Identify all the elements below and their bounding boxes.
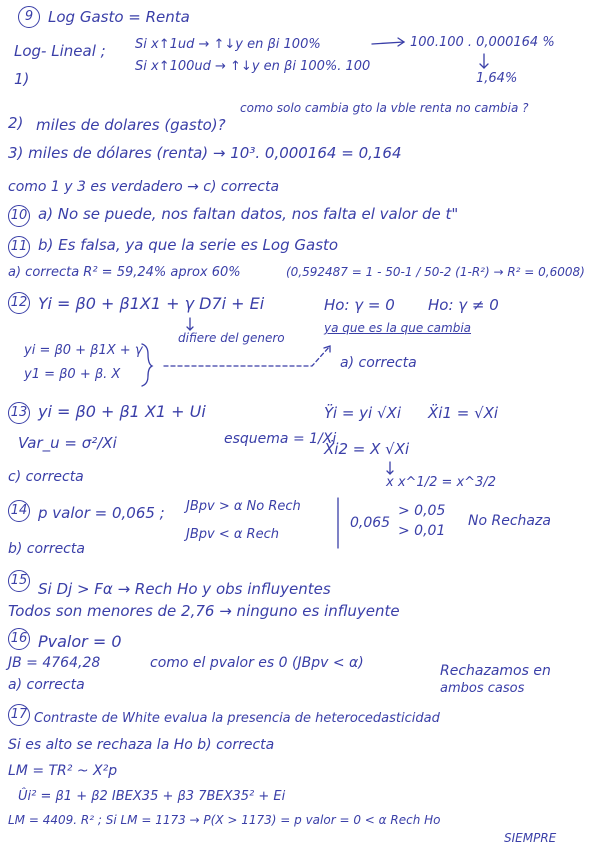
question-number-10: 10 [8,205,30,227]
question-number-12: 12 [8,292,30,314]
q10-text: a) No se puede, nos faltan datos, nos falta el valor de t" [38,205,459,223]
q14-compare-left: 0,065 [350,515,391,531]
q12-brace [142,344,152,386]
q14-result: No Rechaza [468,513,551,529]
q16-pvalor: Pvalor = 0 [38,632,122,651]
q12-note: ya que es la que cambia [324,321,472,335]
question-number-16: 16 [8,628,30,650]
q9-item2-num: 2) [8,114,24,132]
q17-lm: LM = TR² ~ X²p [8,763,118,779]
q17-line2: Si es alto se rechaza la Ho b) correcta [8,737,275,753]
q16-reject-2: ambos casos [440,681,525,696]
q17-line1: Contraste de White evalua la presencia de heterocedasticidad [34,711,440,726]
q9-sub-1: 1) [14,70,30,88]
q13-equation: yi = β0 + β1 X1 + Ui [38,402,206,421]
q12-answer: a) correcta [340,355,417,371]
q14-pvalor: p valor = 0,065 ; [38,504,165,522]
q12-h0: Ho: γ = 0 [324,296,395,314]
q13-transform-1: Ÿi = yi √Xi [324,404,401,422]
q9-line1: Si x↑1ud → ↑↓y en βi 100% [135,37,321,52]
q13-transform-3: Ẍi2 = X √Xi [324,440,410,458]
q9-conclusion: como 1 y 3 es verdadero → c) correcta [8,179,280,195]
q15-line1: Si Dj > Fα → Rech Ho y obs influyentes [38,580,331,598]
q9-line2-result: 1,64% [476,71,518,86]
q11-line2-calc: (0,592487 = 1 - 50-1 / 50-2 (1-R²) → R² = 0,6008) [286,265,585,279]
q15-line2: Todos son menores de 2,76 → ninguno es influyente [8,602,400,620]
q17-aux-regression: Ûi² = β1 + β2 IBEX35 + β3 7BEX35² + Ei [18,789,286,804]
q12-system-1: yi = β0 + β1X + γ [24,343,143,358]
q16-note: como el pvalor es 0 (JBpv < α) [150,655,364,671]
q16-jb: JB = 4764,28 [8,655,101,671]
q12-system-2: y1 = β0 + β. X [24,367,121,382]
q12-h1: Ho: γ ≠ 0 [428,296,499,314]
question-number-15: 15 [8,570,30,592]
q14-rule-2: JBpv < α Rech [186,527,279,542]
q11-line1: b) Es falsa, ya que la serie es Log Gasto [38,236,339,254]
q13-transform-2: Ẍi1 = √Xi [428,404,499,422]
q13-scheme: esquema = 1/Xi [224,431,337,447]
q14-answer: b) correcta [8,541,85,557]
question-number-9: 9 [18,6,40,28]
q17-always: SIEMPRE [504,831,557,845]
q9-title: Log Gasto = Renta [48,8,190,26]
q12-dashed-arrow [164,346,330,366]
q9-line2: Si x↑100ud → ↑↓y en βi 100%. 100 [135,59,371,74]
question-number-11: 11 [8,236,30,258]
q13-variance: Var_u = σ²/Xi [18,434,117,452]
q9-arrow-line [372,42,404,44]
question-number-13: 13 [8,402,30,424]
q17-last: LM = 4409. R² ; Si LM = 1173 → P(X > 1173) = p valor = 0 < α Rech Ho [8,813,441,827]
q14-compare-top: > 0,05 [398,503,446,519]
q9-item2-note: como solo cambia gto la vble renta no cambia ? [240,101,529,115]
question-number-14: 14 [8,500,30,522]
q14-rule-1: JBpv > α No Rech [186,499,301,514]
q13-powers: x x^1/2 = x^3/2 [386,475,496,490]
q12-arrow-label: difiere del genero [178,331,285,345]
q16-reject-1: Rechazamos en [440,663,551,679]
q9-model: Log- Lineal ; [14,42,106,60]
q13-answer: c) correcta [8,469,84,485]
q9-item3: 3) miles de dólares (renta) → 10³. 0,000164 = 0,164 [8,144,402,162]
q9-line1-result: 100.100 . 0,000164 % [410,35,555,50]
q9-item2: miles de dolares (gasto)? [36,116,226,134]
q12-equation: Yi = β0 + β1X1 + γ D7i + Ei [38,294,265,313]
question-number-17: 17 [8,704,30,726]
q14-compare-bottom: > 0,01 [398,523,446,539]
q11-line2: a) correcta R² = 59,24% aprox 60% [8,265,241,280]
q16-answer: a) correcta [8,677,85,693]
